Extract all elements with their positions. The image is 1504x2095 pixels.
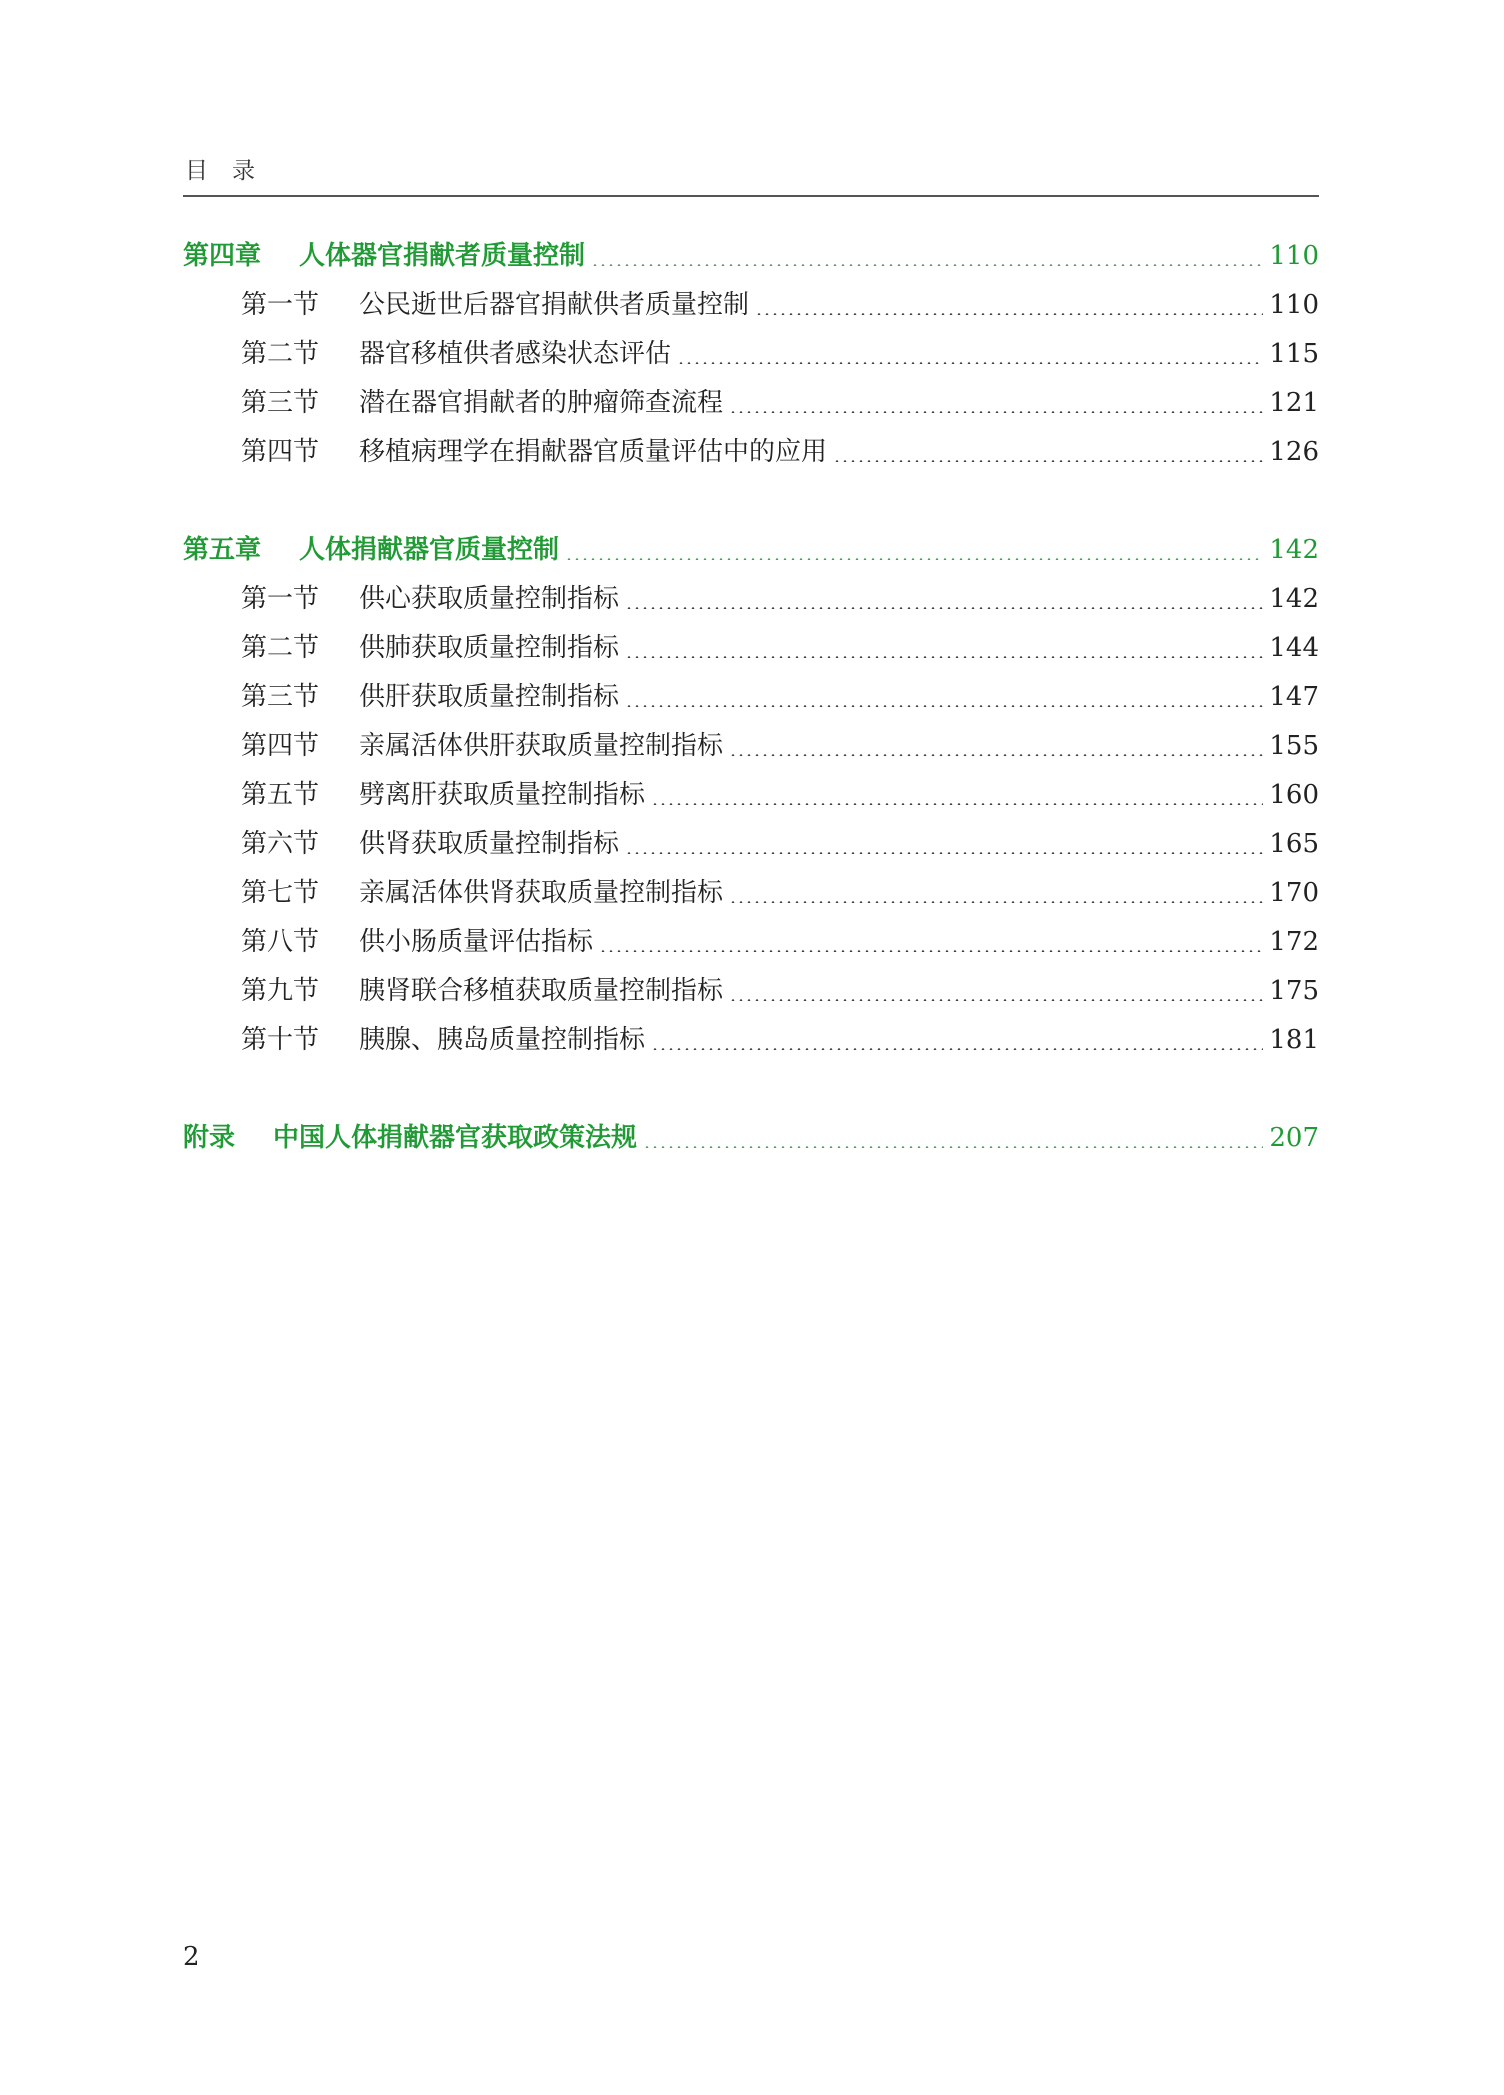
toc-entry-label: 第十节 bbox=[241, 1025, 320, 1055]
toc-entry-label: 第二节 bbox=[241, 339, 320, 369]
toc-entry-label: 第四节 bbox=[241, 731, 320, 761]
toc-entry-title: 胰腺、胰岛质量控制指标 bbox=[359, 1025, 646, 1055]
toc-spacer bbox=[183, 477, 1319, 526]
toc-entry-page: 142 bbox=[1269, 584, 1319, 614]
toc-entry-page: 115 bbox=[1269, 339, 1319, 369]
toc-entry-title: 胰肾联合移植获取质量控制指标 bbox=[359, 976, 724, 1006]
dot-leader bbox=[651, 803, 1263, 805]
page-number: 2 bbox=[183, 1942, 200, 1972]
toc-entry-page: 110 bbox=[1269, 241, 1319, 271]
dot-leader bbox=[625, 705, 1263, 707]
toc-entry-label: 第六节 bbox=[241, 829, 320, 859]
toc-entry-title: 公民逝世后器官捐献供者质量控制 bbox=[359, 290, 750, 320]
toc-entry-title: 潜在器官捐献者的肿瘤筛查流程 bbox=[359, 388, 724, 418]
toc-entry-label: 第七节 bbox=[241, 878, 320, 908]
dot-leader bbox=[565, 558, 1263, 560]
toc-entry-title: 人体捐献器官质量控制 bbox=[299, 535, 560, 565]
toc-entry-title: 中国人体捐献器官获取政策法规 bbox=[273, 1123, 638, 1153]
dot-leader bbox=[755, 313, 1263, 315]
toc-entry-title: 供肺获取质量控制指标 bbox=[359, 633, 620, 663]
dot-leader bbox=[729, 999, 1263, 1001]
toc-section-entry[interactable] bbox=[183, 673, 1319, 722]
toc-entry-page: 175 bbox=[1269, 976, 1319, 1006]
toc-entry-label: 第三节 bbox=[241, 682, 320, 712]
toc-entry-label: 第一节 bbox=[241, 584, 320, 614]
running-header: 目录 bbox=[185, 158, 279, 184]
dot-leader bbox=[729, 754, 1263, 756]
toc-entry-page: 170 bbox=[1269, 878, 1319, 908]
dot-leader bbox=[625, 852, 1263, 854]
toc-section-entry[interactable] bbox=[183, 820, 1319, 869]
toc-entry-title: 亲属活体供肾获取质量控制指标 bbox=[359, 878, 724, 908]
toc-entry-label: 第二节 bbox=[241, 633, 320, 663]
toc-entry-page: 172 bbox=[1269, 927, 1319, 957]
toc-entry-page: 207 bbox=[1269, 1123, 1319, 1153]
dot-leader bbox=[729, 901, 1263, 903]
toc-entry-page: 181 bbox=[1269, 1025, 1319, 1055]
toc-entry-label: 第八节 bbox=[241, 927, 320, 957]
toc-section-entry[interactable] bbox=[183, 869, 1319, 918]
toc-entry-page: 142 bbox=[1269, 535, 1319, 565]
toc-entry-title: 器官移植供者感染状态评估 bbox=[359, 339, 672, 369]
toc-chapter-entry[interactable] bbox=[183, 526, 1319, 575]
toc-entry-label: 第三节 bbox=[241, 388, 320, 418]
toc-entry-page: 160 bbox=[1269, 780, 1319, 810]
toc-entry-page: 144 bbox=[1269, 633, 1319, 663]
toc-entry-title: 人体器官捐献者质量控制 bbox=[299, 241, 586, 271]
toc-section-entry[interactable] bbox=[183, 1016, 1319, 1065]
toc-entry-label: 第九节 bbox=[241, 976, 320, 1006]
toc-section-entry[interactable] bbox=[183, 967, 1319, 1016]
toc-entry-page: 165 bbox=[1269, 829, 1319, 859]
toc-entry-label: 第五节 bbox=[241, 780, 320, 810]
toc-entry-page: 155 bbox=[1269, 731, 1319, 761]
dot-leader bbox=[643, 1146, 1263, 1148]
toc-entry-title: 供肝获取质量控制指标 bbox=[359, 682, 620, 712]
toc-entry-label: 第四节 bbox=[241, 437, 320, 467]
toc-section-entry[interactable] bbox=[183, 722, 1319, 771]
toc-entry-title: 劈离肝获取质量控制指标 bbox=[359, 780, 646, 810]
dot-leader bbox=[625, 607, 1263, 609]
toc-section-entry[interactable] bbox=[183, 918, 1319, 967]
toc-entry-page: 110 bbox=[1269, 290, 1319, 320]
toc-entry-label: 附录 bbox=[183, 1123, 236, 1153]
dot-leader bbox=[599, 950, 1263, 952]
toc-entry-title: 移植病理学在捐献器官质量评估中的应用 bbox=[359, 437, 828, 467]
toc-section-entry[interactable] bbox=[183, 771, 1319, 820]
toc-chapter-entry[interactable] bbox=[183, 232, 1319, 281]
toc-entry-title: 供肾获取质量控制指标 bbox=[359, 829, 620, 859]
toc-entry-label: 第五章 bbox=[183, 535, 262, 565]
toc-spacer bbox=[183, 1065, 1319, 1114]
dot-leader bbox=[591, 264, 1263, 266]
table-of-contents bbox=[183, 232, 1319, 1163]
toc-entry-title: 供心获取质量控制指标 bbox=[359, 584, 620, 614]
toc-section-entry[interactable] bbox=[183, 575, 1319, 624]
dot-leader bbox=[625, 656, 1263, 658]
toc-entry-page: 126 bbox=[1269, 437, 1319, 467]
toc-section-entry[interactable] bbox=[183, 624, 1319, 673]
toc-section-entry[interactable] bbox=[183, 428, 1319, 477]
toc-entry-title: 供小肠质量评估指标 bbox=[359, 927, 594, 957]
toc-entry-page: 121 bbox=[1269, 388, 1319, 418]
toc-entry-title: 亲属活体供肝获取质量控制指标 bbox=[359, 731, 724, 761]
dot-leader bbox=[651, 1048, 1263, 1050]
toc-chapter-entry[interactable] bbox=[183, 1114, 1319, 1163]
toc-section-entry[interactable] bbox=[183, 281, 1319, 330]
toc-entry-label: 第一节 bbox=[241, 290, 320, 320]
header-divider bbox=[183, 195, 1319, 197]
toc-section-entry[interactable] bbox=[183, 330, 1319, 379]
dot-leader bbox=[833, 460, 1263, 462]
dot-leader bbox=[677, 362, 1263, 364]
toc-entry-page: 147 bbox=[1269, 682, 1319, 712]
toc-section-entry[interactable] bbox=[183, 379, 1319, 428]
dot-leader bbox=[729, 411, 1263, 413]
toc-entry-label: 第四章 bbox=[183, 241, 262, 271]
